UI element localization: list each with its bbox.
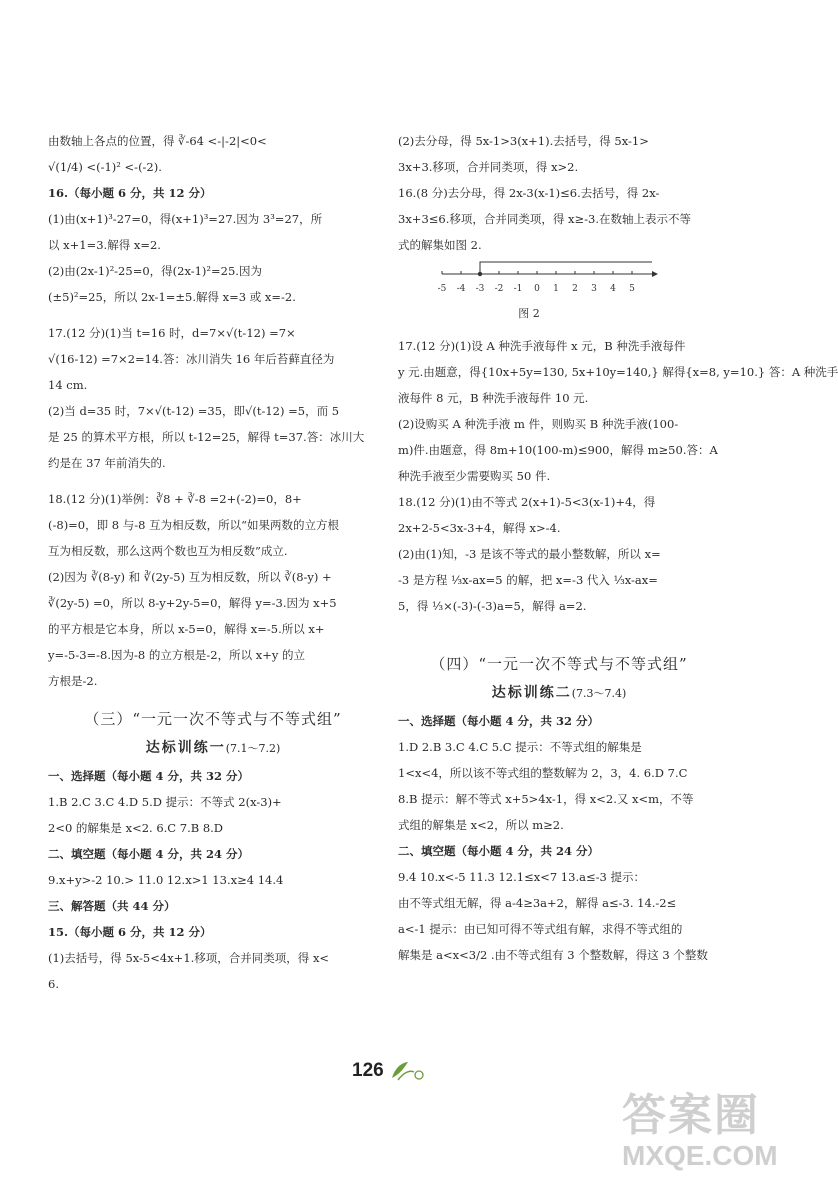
text-line: y=-5-3=-8.因为-8 的立方根是-2，所以 x+y 的立 <box>48 648 306 662</box>
text-line: 由不等式组无解，得 a-4≥3a+2，解得 a≤-3. 14.-2≤ <box>398 896 677 910</box>
part-heading: 二、填空题（每小题 4 分，共 24 分） <box>398 844 600 858</box>
watermark-top-text: 答案圈 <box>622 1090 760 1141</box>
text-line: (2)设购买 A 种洗手液 m 件，则购买 B 种洗手液(100- <box>398 417 679 431</box>
text-line: 互为相反数，那么这两个数也互为相反数”成立. <box>48 544 288 558</box>
text-line: (1)由(x+1)³-27=0，得(x+1)³=27.因为 3³=27，所 <box>48 212 323 226</box>
text-line: 1.D 2.B 3.C 4.C 5.C 提示：不等式组的解集是 <box>398 740 642 754</box>
axis-arrow <box>652 271 658 277</box>
text-line: 解集是 a<x<3/2 .由不等式组有 3 个整数解，得这 3 个整数 <box>398 948 708 962</box>
solution-ray <box>480 262 652 274</box>
text-line: (2)由(1)知，-3 是该不等式的最小整数解，所以 x= <box>398 547 661 561</box>
tick-label: -4 <box>456 284 466 294</box>
text-line: 液每件 8 元，B 种洗手液每件 10 元. <box>398 391 589 405</box>
text-line: 2<0 的解集是 x<2. 6.C 7.B 8.D <box>48 821 224 835</box>
text-line: 16.(8 分)去分母，得 2x-3(x-1)≤6.去括号，得 2x- <box>398 186 660 200</box>
number-line-svg <box>438 260 658 296</box>
text-line: (±5)²=25，所以 2x-1=±5.解得 x=3 或 x=-2. <box>48 290 296 304</box>
tick-label: -1 <box>513 284 523 294</box>
question-heading: 16.（每小题 6 分，共 12 分） <box>48 186 212 200</box>
part-heading: 一、选择题（每小题 4 分，共 32 分） <box>48 769 250 783</box>
section-subtitle <box>398 679 720 708</box>
text-line: 是 25 的算术平方根，所以 t-12=25，解得 t=37.答：冰川大 <box>48 430 365 444</box>
text-line: 式组的解集是 x<2，所以 m≥2. <box>398 818 564 832</box>
watermark <box>622 1092 792 1176</box>
closed-dot <box>478 272 482 276</box>
section-subtitle-text: 达标训练一 <box>145 740 226 756</box>
tick-label: 1 <box>553 284 559 294</box>
tick-label: 2 <box>572 284 578 294</box>
text-line: 14 cm. <box>48 378 88 392</box>
text-line: √(16-12) =7×2=14.答：冰川消失 16 年后苔藓直径为 <box>48 352 335 366</box>
tick-label: -5 <box>437 284 447 294</box>
text-line: 5，得 ⅓×(-3)-(-3)a=5，解得 a=2. <box>398 599 587 613</box>
section-subtitle <box>48 734 378 763</box>
text-line: (2)由(2x-1)²-25=0，得(2x-1)²=25.因为 <box>48 264 262 278</box>
tick-label: -3 <box>475 284 485 294</box>
text-line: m)件.由题意，得 8m+10(100-m)≤900，解得 m≥50.答：A <box>398 443 718 457</box>
part-heading: 一、选择题（每小题 4 分，共 32 分） <box>398 714 600 728</box>
section-range: (7.1～7.2) <box>225 742 281 755</box>
page-number: 126 <box>352 1060 384 1081</box>
section-range: (7.3～7.4) <box>571 687 627 700</box>
text-line: 的平方根是它本身，所以 x-5=0，解得 x=-5.所以 x+ <box>48 622 325 636</box>
text-line: 3x+3≤6.移项，合并同类项，得 x≥-3.在数轴上表示不等 <box>398 212 691 226</box>
text-line: 以 x+1=3.解得 x=2. <box>48 238 161 252</box>
part-heading: 二、填空题（每小题 4 分，共 24 分） <box>48 847 250 861</box>
text-line: √(1/4) <(-1)² <-(-2). <box>48 160 162 174</box>
text-line: 6. <box>48 977 59 991</box>
text-line: 方根是-2. <box>48 674 98 688</box>
figure-caption: 图 2 <box>518 307 540 320</box>
tick-label: 5 <box>629 284 635 294</box>
text-line: 种洗手液至少需要购买 50 件. <box>398 469 551 483</box>
right-column <box>398 128 838 968</box>
text-line: (2)当 d=35 时，7×√(t-12) =35，即√(t-12) =5，而 5 <box>48 404 340 418</box>
text-line: 18.(12 分)(1)由不等式 2(x+1)-5<3(x-1)+4，得 <box>398 495 656 509</box>
tick-label: -2 <box>494 284 504 294</box>
tick-label: 0 <box>534 284 540 294</box>
part-heading: 三、解答题（共 44 分） <box>48 899 176 913</box>
section-title: （四）“一元一次不等式与不等式组” <box>430 655 688 673</box>
text-line: (2)去分母，得 5x-1>3(x+1).去括号，得 5x-1> <box>398 134 649 148</box>
text-line: 约是在 37 年前消失的. <box>48 456 166 470</box>
text-line: 9.x+y>-2 10.> 11.0 12.x>1 13.x≥4 14.4 <box>48 873 284 887</box>
tick-label: 3 <box>591 284 597 294</box>
text-line: 2x+2-5<3x-3+4，解得 x>-4. <box>398 521 561 535</box>
text-line: (2)因为 ∛(8-y) 和 ∛(2y-5) 互为相反数，所以 ∛(8-y) + <box>48 570 332 584</box>
text-line: ∛(2y-5) =0，所以 8-y+2y-5=0，解得 y=-3.因为 x+5 <box>48 596 337 610</box>
tick-label: 4 <box>610 284 616 294</box>
text-line: 1.B 2.C 3.C 4.D 5.D 提示：不等式 2(x-3)+ <box>48 795 282 809</box>
text-line: (1)去括号，得 5x-5<4x+1.移项，合并同类项，得 x< <box>48 951 330 965</box>
text-line: 9.4 10.x<-5 11.3 12.1≤x<7 13.a≤-3 提示： <box>398 870 645 884</box>
left-column <box>48 128 378 997</box>
section-subtitle-text: 达标训练二 <box>491 685 572 701</box>
text-line: a<-1 提示：由已知可得不等式组有解，求得不等式组的 <box>398 922 683 936</box>
text-line: (-8)=0，即 8 与-8 互为相反数，所以“如果两数的立方根 <box>48 518 339 532</box>
text-line: 由数轴上各点的位置，得 ∛-64 <-|-2|<0< <box>48 134 267 148</box>
watermark-bottom-text: MXQE.COM <box>622 1140 778 1171</box>
text-line: 式的解集如图 2. <box>398 238 482 252</box>
text-line: 8.B 提示：解不等式 x+5>4x-1，得 x<2.又 x<m，不等 <box>398 792 694 806</box>
text-line: 18.(12 分)(1)举例：∛8 + ∛-8 =2+(-2)=0，8+ <box>48 492 302 506</box>
question-heading: 15.（每小题 6 分，共 12 分） <box>48 925 212 939</box>
number-line-figure <box>438 260 720 305</box>
text-line: 1<x<4，所以该不等式组的整数解为 2，3，4. 6.D 7.C <box>398 766 688 780</box>
text-line: 3x+3.移项，合并同类项，得 x>2. <box>398 160 579 174</box>
section-title: （三）“一元一次不等式与不等式组” <box>84 710 342 728</box>
text-line: -3 是方程 ⅓x-ax=5 的解，把 x=-3 代入 ⅓x-ax= <box>398 573 658 587</box>
text-line: 17.(12 分)(1)设 A 种洗手液每件 x 元，B 种洗手液每件 <box>398 339 686 353</box>
text-line: y 元.由题意，得{10x+5y=130, 5x+10y=140,} 解得{x=8, y=10.} 答：A 种洗手 <box>398 365 838 379</box>
text-line: 17.(12 分)(1)当 t=16 时，d=7×√(t-12) =7× <box>48 326 296 340</box>
leaf-ornament-icon <box>388 1058 428 1088</box>
